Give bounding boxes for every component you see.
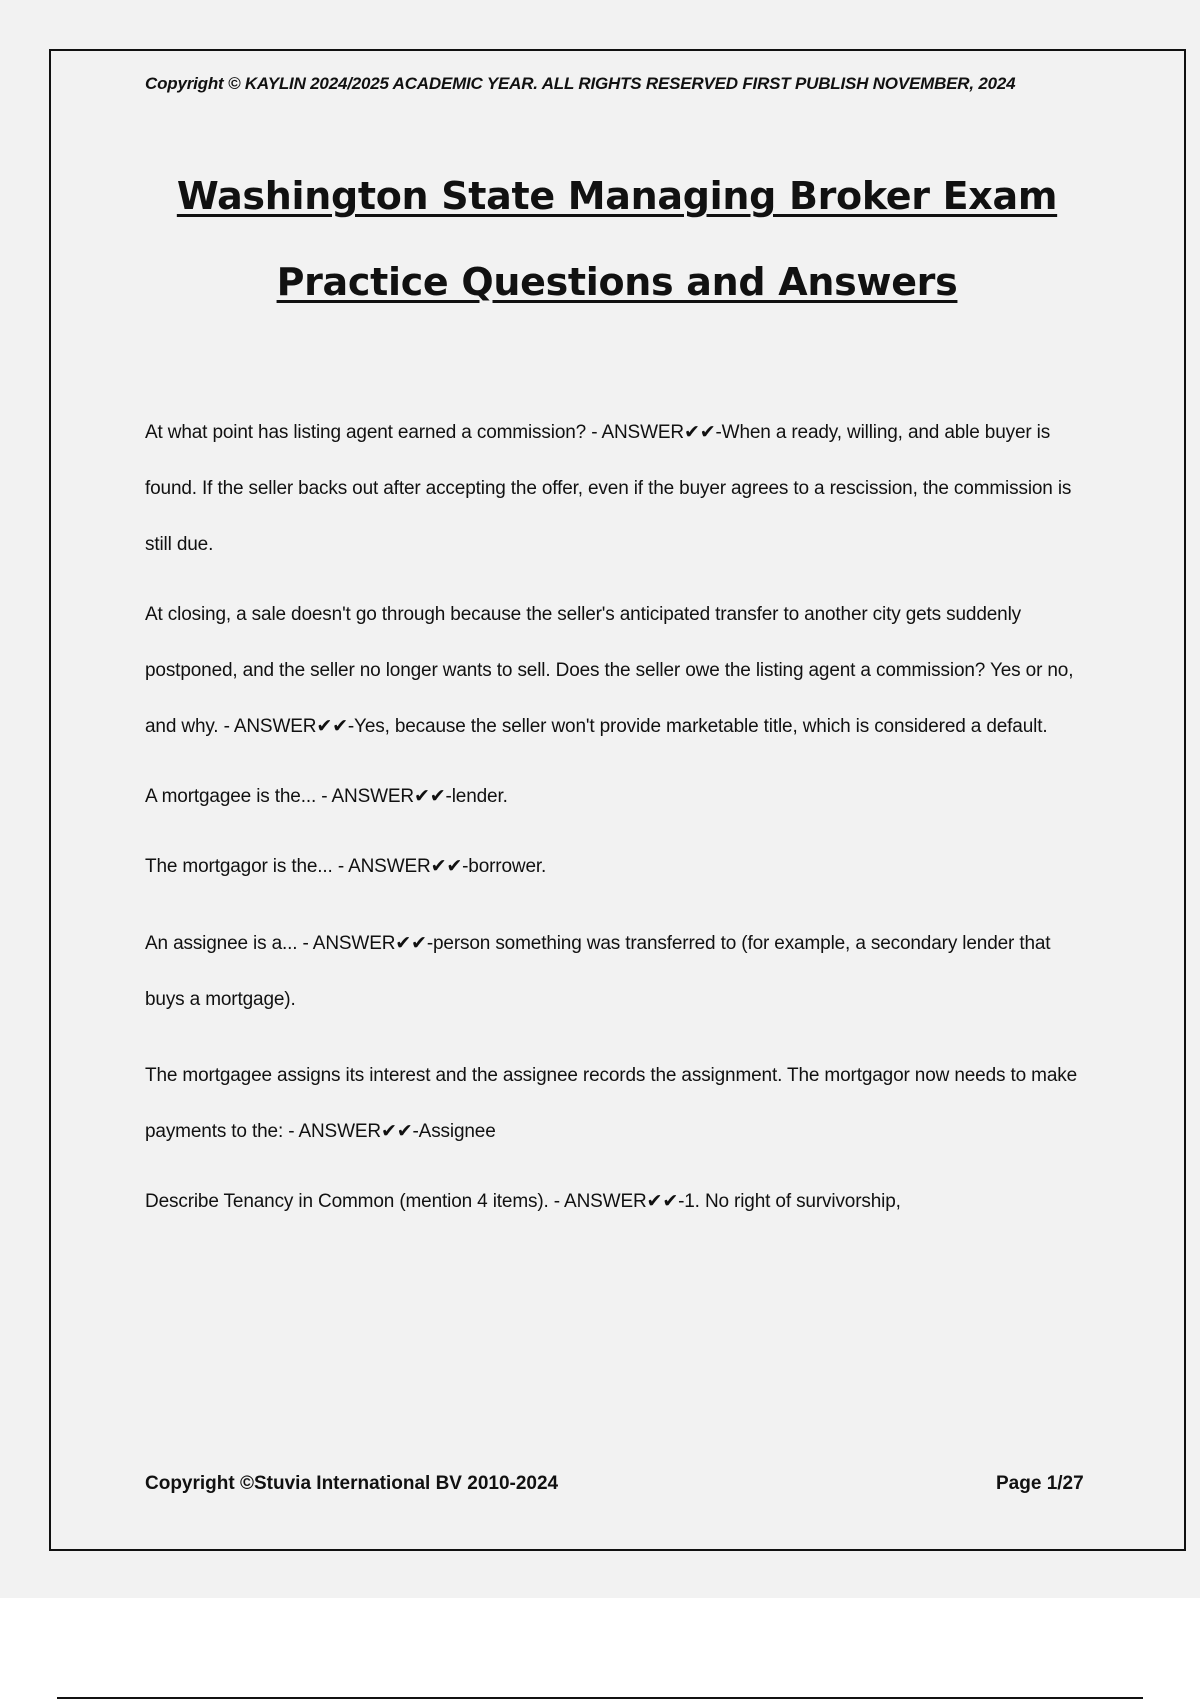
header-copyright: Copyright © KAYLIN 2024/2025 ACADEMIC YEAR. ALL RIGHTS RESERVED FIRST PUBLISH NOVEMBER, 2024: [145, 74, 1016, 93]
qa-item: The mortgagor is the... - ANSWER✔✔-borrower.: [145, 856, 547, 877]
bottom-divider: [57, 1697, 1143, 1699]
qa-item: An assignee is a... - ANSWER✔✔-person something was transferred to (for example, a secondary lender that buys a mortgage).: [145, 933, 1051, 1010]
footer-copyright: Copyright ©Stuvia International BV 2010-2024: [145, 1473, 559, 1494]
qa-item: A mortgagee is the... - ANSWER✔✔-lender.: [145, 786, 508, 807]
qa-item: At closing, a sale doesn't go through because the seller's anticipated transfer to another city gets suddenly postponed, and the seller no longer wants to sell. Does the seller owe the listing agent a commission? Yes or no, and why. - ANSWER✔✔-Yes, because the seller won't provide marketable title, which is considered a default.: [145, 604, 1074, 737]
qa-item: Describe Tenancy in Common (mention 4 items). - ANSWER✔✔-1. No right of survivorship,: [145, 1191, 901, 1212]
document-title-line-2: Practice Questions and Answers: [276, 260, 958, 304]
qa-list: [145, 405, 1090, 1250]
qa-item: At what point has listing agent earned a commission? - ANSWER✔✔-When a ready, willing, and able buyer is found. If the seller backs out after accepting the offer, even if the buyer agrees to a rescission, the commission is still due.: [145, 422, 1072, 555]
page-number: Page 1/27: [996, 1473, 1084, 1494]
document-title-line-1: Washington State Managing Broker Exam: [176, 174, 1058, 218]
qa-item: The mortgagee assigns its interest and the assignee records the assignment. The mortgagor now needs to make payments to the: - ANSWER✔✔-Assignee: [145, 1065, 1078, 1142]
